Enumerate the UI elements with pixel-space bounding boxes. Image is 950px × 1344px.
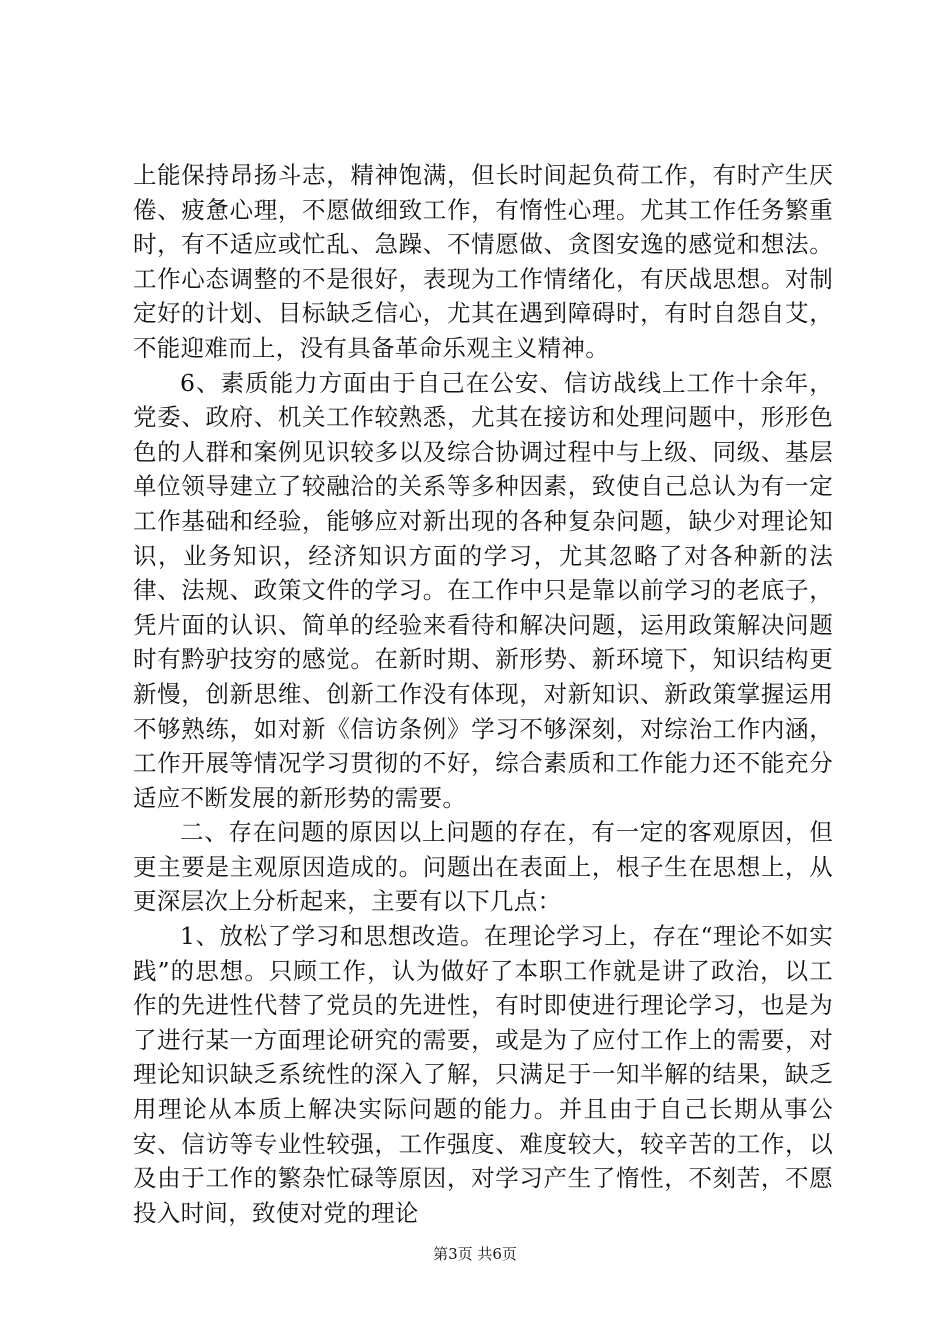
paragraph-causes-heading: 二、存在问题的原因以上问题的存在，有一定的客观原因，但更主要是主观原因造成的。问题出在表面上，根子生在思想上，从更深层次上分析起来，主要有以下几点： bbox=[133, 818, 833, 916]
paragraph-quality-ability: 6、素质能力方面由于自己在公安、信访战线上工作十余年，党委、政府、机关工作较熟悉，尤其在接访和处理问题中，形形色色的人群和案例见识较多以及综合协调过程中与上级、同级、基层单位领导建立了较融洽的关系等多种因素，致使自己总认为有一定工作基础和经验，能够应对新出现的各种复杂问题，缺少对理论知识，业务知识，经济知识方面的学习，尤其忽略了对各种新的法律、法规、政策文件的学习。在工作中只是靠以前学习的老底子，凭片面的认识、简单的经验来看待和解决问题，运用政策解决问题时有黔驴技穷的感觉。在新时期、新形势、新环境下，知识结构更新慢，创新思维、创新工作没有体现，对新知识、新政策掌握运用不够熟练，如对新《信访条例》学习不够深刻，对综治工作内涵，工作开展等情况学习贯彻的不好，综合素质和工作能力还不能充分适应不断发展的新形势的需要。 bbox=[133, 368, 833, 812]
paragraph-continuation: 上能保持昂扬斗志，精神饱满，但长时间起负荷工作，有时产生厌倦、疲惫心理，不愿做细致工作，有惰性心理。尤其工作任务繁重时，有不适应或忙乱、急躁、不情愿做、贪图安逸的感觉和想法。工作心态调整的不是很好，表现为工作情绪化，有厌战思想。对制定好的计划、目标缺乏信心，尤其在遇到障碍时，有时自怨自艾，不能迎难而上，没有具备革命乐观主义精神。 bbox=[133, 161, 833, 362]
document-body bbox=[133, 158, 833, 1230]
paragraph-study-reform: 1、放松了学习和思想改造。在理论学习上，存在“理论不如实践”的思想。只顾工作，认为做好了本职工作就是讲了政治，以工作的先进性代替了党员的先进性，有时即使进行理论学习，也是为了进行某一方面理论研究的需要，或是为了应付工作上的需要，对理论知识缺乏系统性的深入了解，只满足于一知半解的结果，缺乏用理论从本质上解决实际问题的能力。并且由于自己长期从事公安、信访等专业性较强，工作强度、难度较大，较辛苦的工作，以及由于工作的繁杂忙碌等原因，对学习产生了惰性，不刻苦，不愿投入时间，致使对党的理论 bbox=[133, 922, 833, 1227]
page-number-footer: 第3页 共6页 bbox=[433, 1245, 517, 1263]
